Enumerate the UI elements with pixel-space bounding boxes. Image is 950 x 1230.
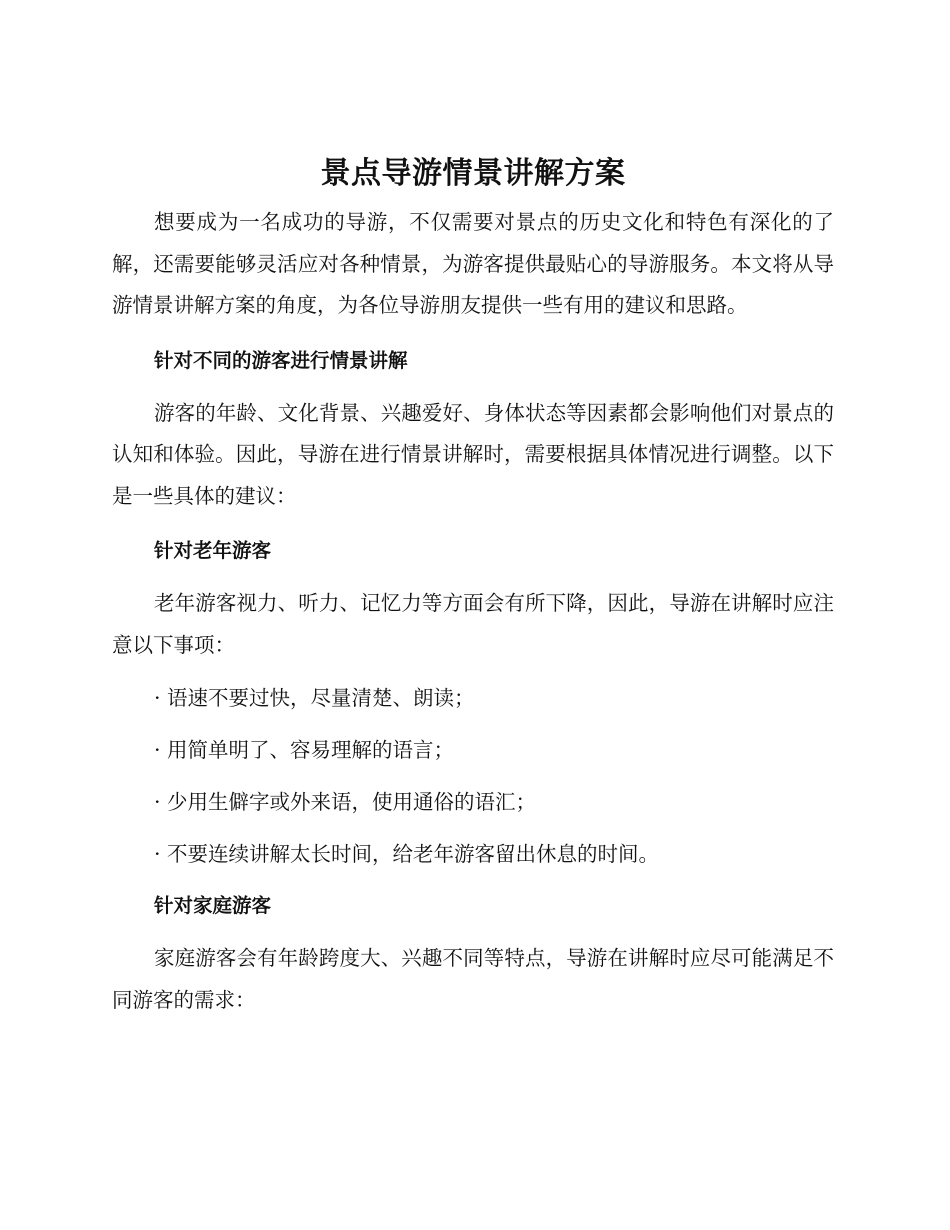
document-page: [112, 148, 834, 1021]
section-heading-elderly: 针对老年游客: [154, 539, 272, 562]
section-heading-family: 针对家庭游客: [154, 894, 272, 917]
section-paragraph-elderly: 老年游客视力、听力、记忆力等方面会有所下降，因此，导游在讲解时应注意以下事项：: [112, 591, 834, 657]
bullet-item: · 用简单明了、容易理解的语言；: [154, 738, 455, 762]
bullet-item: · 少用生僻字或外来语，使用通俗的语汇；: [154, 790, 537, 814]
bullet-item: · 语速不要过快，尽量清楚、朗读；: [154, 686, 475, 710]
section-heading-different-tourists: 针对不同的游客进行情景讲解: [154, 348, 408, 372]
section-paragraph-different-tourists: 游客的年龄、文化背景、兴趣爱好、身体状态等因素都会影响他们对景点的认知和体验。因此，导游在进行情景讲解时，需要根据具体情况进行调整。以下是一些具体的建议：: [112, 400, 834, 508]
bullet-item: · 不要连续讲解太长时间，给老年游客留出休息的时间。: [154, 842, 660, 866]
section-paragraph-family: 家庭游客会有年龄跨度大、兴趣不同等特点，导游在讲解时应尽可能满足不同游客的需求：: [112, 946, 834, 1012]
document-title: 景点导游情景讲解方案: [320, 156, 626, 191]
intro-paragraph: 想要成为一名成功的导游，不仅需要对景点的历史文化和特色有深化的了解，还需要能够灵活应对各种情景，为游客提供最贴心的导游服务。本文将从导游情景讲解方案的角度，为各位导游朋友提供一些有用的建议和思路。: [112, 210, 834, 317]
